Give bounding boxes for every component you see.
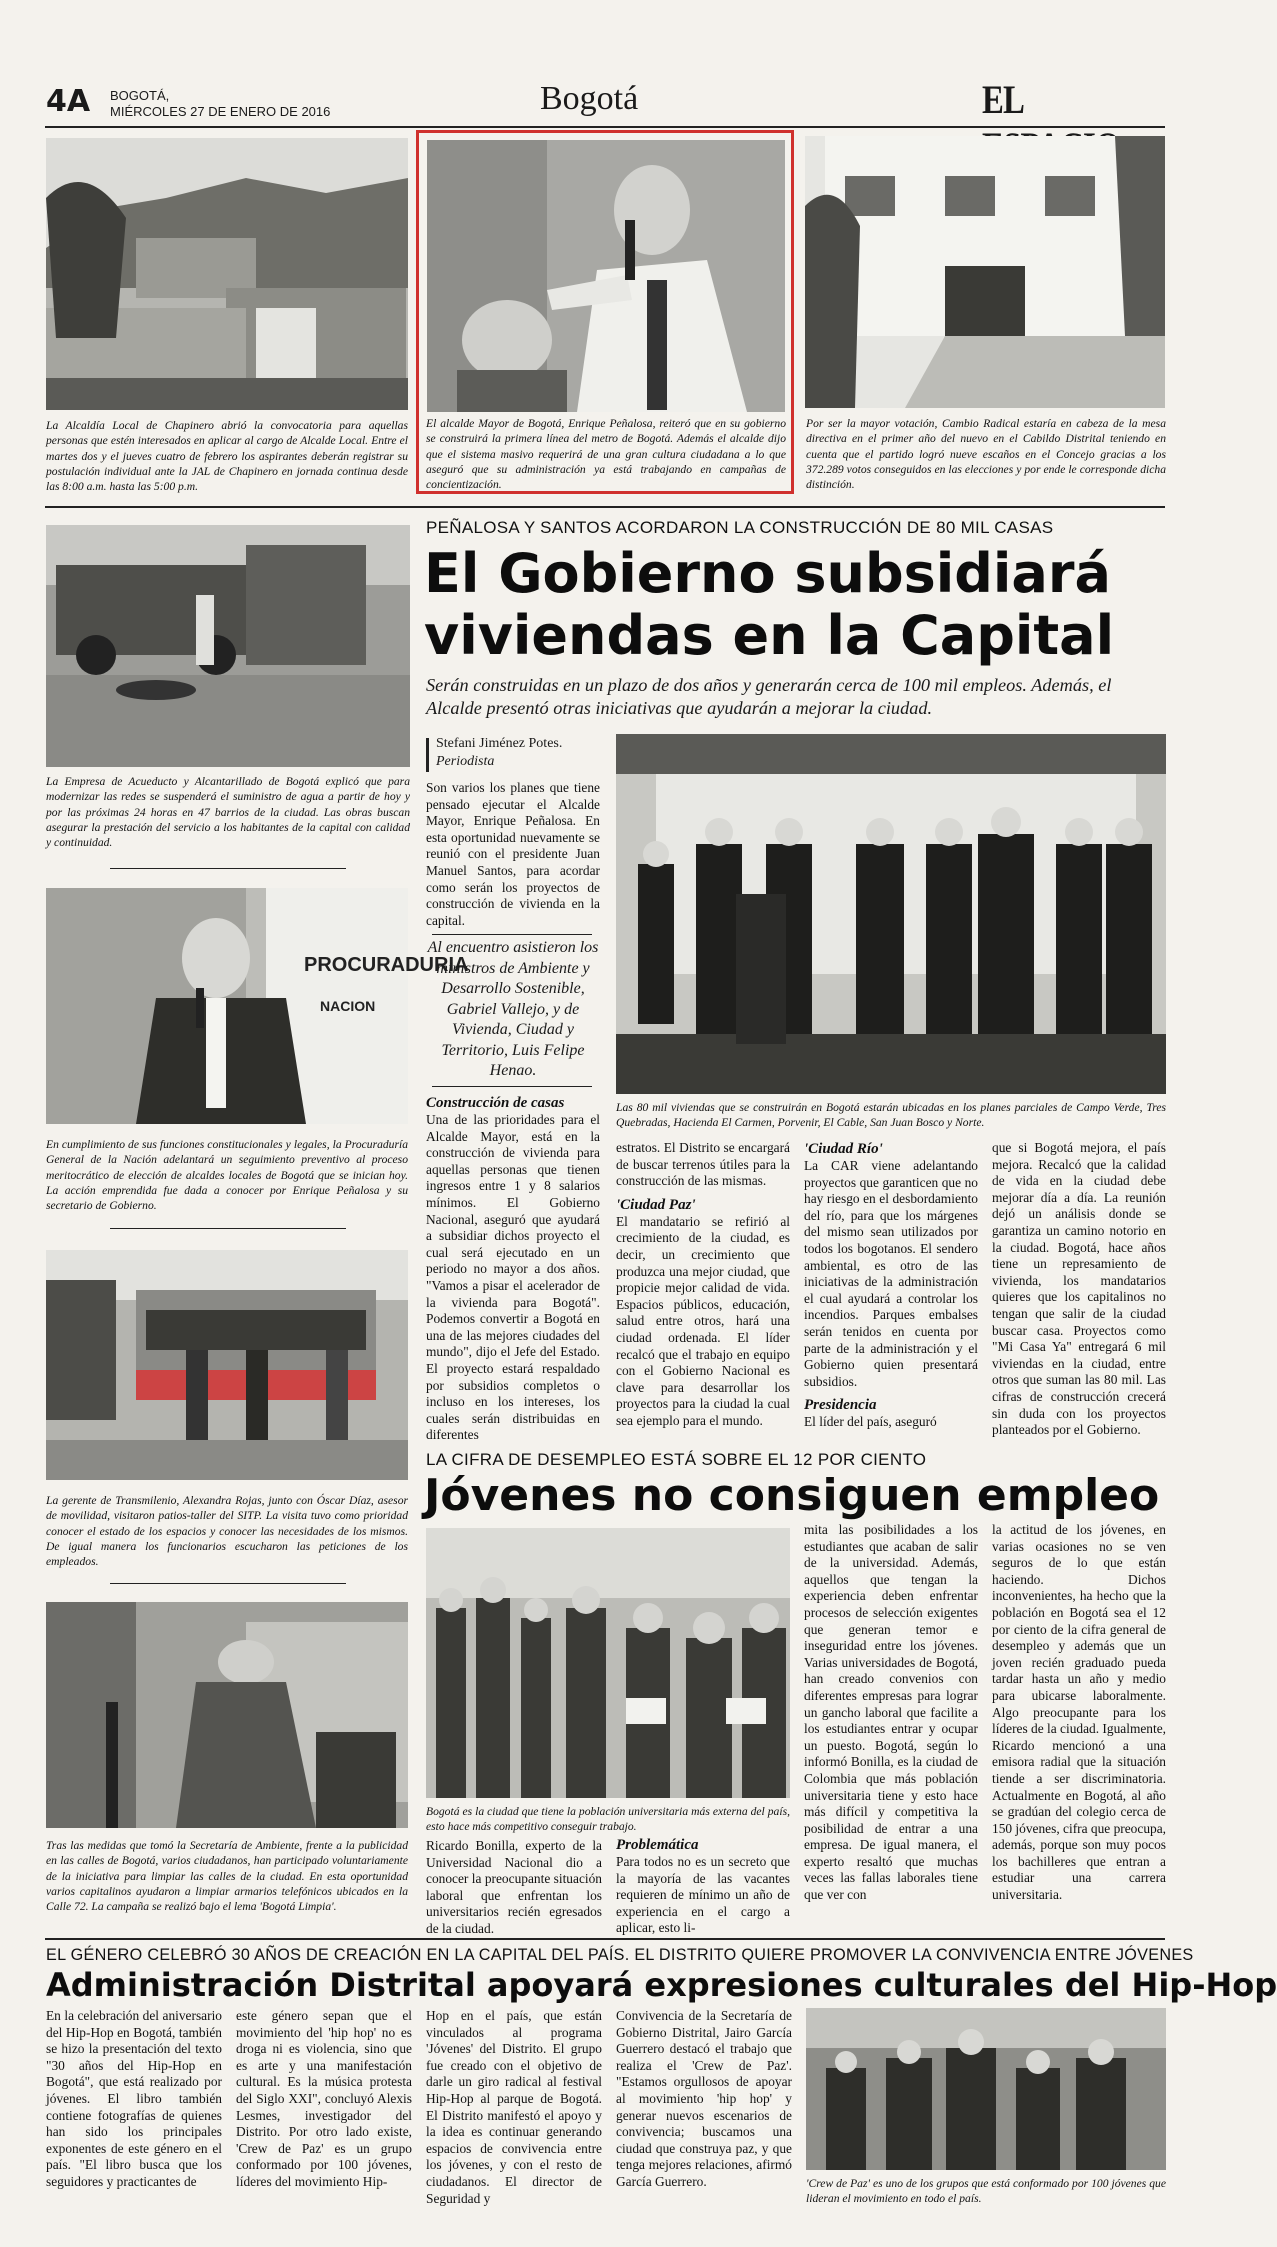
procuraduria-sign-2: NACION	[320, 998, 376, 1014]
jobs-column-4	[992, 1522, 1166, 1928]
photo-acueducto	[46, 525, 410, 767]
jobs-column-2	[616, 1836, 790, 1936]
page-number: 4A	[46, 84, 91, 119]
lead-headline-1: El Gobierno subsidiará	[424, 542, 1111, 605]
photo-chapinero	[46, 138, 408, 410]
jobs-column-4-text: la actitud de los jóvenes, en varias ocasiones no se ven seguros de lo que están haciendo. Dichos inconvenientes, ha hecho que la población en Bogotá sea el 12 por ciento de la cifra general de desempleo y además que un joven recién graduado pueda tardar hasta un año y medio para ubicarse laboralmente. Algo preocupante para los líderes de la ciudad. Igualmente, Ricardo mencionó a una emisora radial que la situación tiende a ser discriminatoria. Actualmente en Bogotá, al año se gradúan del colegio cerca de 150 jóvenes, cifra que preocupa, además, porque son muy pocos los bachilleres que entran a estudiar una carrera universitaria.	[992, 1522, 1167, 1903]
lead-intro-text: Son varios los planes que tiene pensado ejecutar el Alcalde Mayor, Enrique Peñalosa. En esta oportunidad nuevamente se reunió con el presidente Juan Manuel Santos, para acordar como serán los proyectos de construcción de vivienda en la capital.	[426, 780, 600, 928]
left-rule-3	[110, 1583, 346, 1584]
photo-crew-de-paz	[806, 2008, 1166, 2170]
caption-santos-penalosa: Las 80 mil viviendas que se construirán en Bogotá estarán ubicadas en los planes parciales de Campo Verde, Tres Quebradas, Hacienda El Carmen, Porvenir, El Cable, San Juan Bosco y Norte.	[616, 1101, 1166, 1130]
hiphop-column-1-text: En la celebración del aniversario del Hip-Hop en Bogotá, también se hizo la presentación del texto "30 años del Hip-Hop en Bogotá", que está realizado por jóvenes. El libro también contiene fotografías de quienes han sido los principales exponentes de este género en el país. "El libro busca que los seguidores y practicantes de	[46, 2008, 222, 2189]
lead-subhead-ciudad-rio: 'Ciudad Río'	[804, 1141, 883, 1157]
caption-acueducto: La Empresa de Acueducto y Alcantarillado de Bogotá explicó que para modernizar las redes se suspenderá el suministro de agua a partir de hoy y por las próximas 24 horas en 47 barrios de la ciudad. Las obras buscan asegurar la prestación del servicio a los habitantes de la capital con calidad y continuidad.	[46, 775, 410, 850]
left-rule-1	[110, 868, 346, 869]
top-row-rule	[45, 506, 1165, 508]
photo-concejo	[805, 136, 1165, 408]
jobs-subhead-problematica: Problemática	[616, 1837, 699, 1853]
jobs-column-1	[426, 1838, 602, 1936]
lead-deck: Serán construidas en un plazo de dos años y generarán cerca de 100 mil empleos. Además, el Alcalde presentó otras iniciativas que ayudarán a mejorar la ciudad.	[426, 675, 1112, 718]
photo-procuraduria	[46, 888, 469, 1124]
caption-jovenes: Bogotá es la ciudad que tiene la población universitaria más externa del país, esto hace más competitivo conseguir trabajo.	[426, 1805, 790, 1834]
lead-column-4-text: que si Bogotá mejora, el país mejora. Recalcó que la calidad de vida en la ciudad debe mejorar día a día. La reunión dejó un análisis donde se garantiza un camino notorio en la ciudad. Bogotá, hace años tiene un represamiento de vivienda, los mandatarios quieres que los capitalinos no tengan que salir de la ciudad buscar casa. Proyectos como "Mi Casa Ya" entregará 6 mil viviendas en la ciudad, entre otros que suman las 80 mil. Las cifras de construcción crecerá sin duda con los proyectos planteados por el Gobierno.	[992, 1140, 1166, 1438]
caption-ambiente: Tras las medidas que tomó la Secretaría de Ambiente, frente a la publicidad en las calles de Bogotá, varios ciudadanos, han participado voluntariamente de la iniciativa para limpiar las calles de la ciudad. En esta oportunidad varios capitalinos ayudaron a limpiar armarios telefónicos ubicados en la Calle 72. La campaña se realizó bajo el lema 'Bogotá Limpia'.	[46, 1839, 408, 1914]
lead-column-3b-text: El líder del país, aseguró	[804, 1414, 937, 1430]
dateline-city: BOGOTÁ,	[110, 88, 170, 103]
lead-author: Stefani Jiménez Potes.	[436, 736, 563, 751]
jobs-column-3-text: mita las posibilidades a los estudiantes que acaban de salir de la universidad. Además, aquellos que tengan la experiencia deben enfrentar procesos de selección exigentes que generan temor e inseguridad entre los jóvenes. Varias universidades de Bogotá, han creado convenios con diferentes empresas para lograr un gancho laboral que facilite a los estudiantes entrar y ocupar un puesto. Bogotá, según lo informó Bonilla, es la ciudad de Colombia que más población universitaria tiene y esto hace más difícil y competitiva la posibilidad de entrar a una empresa. De igual manera, el experto resaltó que muchas veces las fallas laborales tiene que ver con	[804, 1522, 978, 1903]
lead-column-2b-text: El mandatario se refirió al crecimiento de la ciudad, es decir, un crecimiento que produzca una mejor ciudad, que propicie mejor calidad de vida. Espacios públicos, educación, salud entre otros, hará una ciudad ordenada. El líder recalcó que el trabajo en equipo con el Gobierno Nacional es clave para desarrollar los proyectos para la ciudad la cual sea ejemplo para el mundo.	[616, 1213, 790, 1428]
hiphop-column-2	[236, 2008, 412, 2236]
caption-transmilenio: La gerente de Transmilenio, Alexandra Rojas, junto con Óscar Díaz, asesor de movilidad, visitaron patios-taller del SITP. La visita tuvo como prioridad conocer el estado de los espacios y conocer las necesidades de los mismos. De igual manera los funcionarios escucharon las peticiones de los empleados.	[46, 1494, 408, 1569]
hiphop-kicker: EL GÉNERO CELEBRÓ 30 AÑOS DE CREACIÓN EN LA CAPITAL DEL PAÍS. EL DISTRITO QUIERE PROMOVER LA CONVIVENCIA ENTRE JÓVENES	[46, 1946, 1194, 1964]
lead-author-role: Periodista	[436, 754, 495, 769]
jobs-column-1-text: Ricardo Bonilla, experto de la Universidad Nacional dio a conocer la preocupante situación laboral que enfrentan los universitarios recién egresados de la ciudad.	[426, 1838, 602, 1936]
header-rule	[45, 126, 1165, 128]
lead-column-2	[616, 1140, 790, 1440]
caption-chapinero: La Alcaldía Local de Chapinero abrió la convocatoria para aquellas personas que estén interesados en aplicar al cargo de Alcalde Local. Entre el martes dos y el jueves cuatro de febrero los aspirantes deberán registrar su postulación individual ante la JAL de Chapinero en jornada continua desde las 8:00 a.m. hasta las 5:00 p.m.	[46, 419, 408, 494]
photo-jovenes	[426, 1528, 790, 1798]
hiphop-column-3	[426, 2008, 602, 2236]
hiphop-column-3-text: Hop en el país, que están vinculados al programa 'Jóvenes' del Distrito. El grupo fue creado con el objetivo de darle un giro radical al festival Hip-Hop al parque de Bogotá. El Distrito manifestó el apoyo y la idea es continuar generando espacios de convivencia entre los jóvenes, y con el resto de ciudadanos. El director de Seguridad y	[426, 2008, 602, 2206]
lead-intro	[426, 780, 600, 930]
caption-crew-de-paz: 'Crew de Paz' es uno de los grupos que está conformado por 100 jóvenes que lideran el movimiento en todo el país.	[806, 2177, 1166, 2206]
pullquote-rule-top	[432, 934, 592, 935]
lead-column-1	[426, 1094, 600, 1443]
caption-procuraduria: En cumplimiento de sus funciones constitucionales y legales, la Procuraduría General de la Nación adelantará un seguimiento preventivo al proceso meritocrático de elección de alcaldes locales de Bogotá que se inician hoy. La acción emprendida fue dada a conocer por Enrique Peñalosa y su secretario de Gobierno.	[46, 1138, 408, 1213]
photo-transmilenio	[46, 1250, 408, 1480]
left-rule-2	[110, 1228, 346, 1229]
procuraduria-sign-1: PROCURADURIA	[304, 954, 469, 976]
hiphop-rule	[45, 1938, 1165, 1940]
lead-subhead-construccion: Construcción de casas	[426, 1095, 565, 1111]
lead-headline-2: viviendas en la Capital	[424, 604, 1115, 667]
lead-kicker: PEÑALOSA Y SANTOS ACORDARON LA CONSTRUCCIÓN DE 80 MIL CASAS	[426, 518, 1054, 537]
jobs-headline: Jóvenes no consiguen empleo	[424, 1470, 1160, 1521]
lead-column-2a-text: estratos. El Distrito se encargará de buscar terrenos útiles para la construcción de las mismas.	[616, 1140, 790, 1189]
photo-santos-penalosa	[616, 734, 1166, 1094]
hiphop-column-4-text: Convivencia de la Secretaría de Gobierno Distrital, Jairo García Guerrero destacó el trabajo que realiza el 'Crew de Paz'. "Estamos orgullosos de apoyar al movimiento 'hip hop' y generar nuevos escenarios de convivencia; buscamos una ciudad que construya paz, y que tenga mejores relaciones, afirmó García Guerrero.	[616, 2008, 792, 2189]
lead-column-3a-text: La CAR viene adelantando proyectos que garanticen que no hay riesgo en el desbordamiento del río, para que los márgenes del mismo sean utilizados por todos los bogotanos. El sendero ambiental, es otro de las iniciativas de la administración el cual ayudará a controlar los incendios. Parques embalses serán tenidos en cuenta por parte de la administración y el Gobierno quien presentará subsidios.	[804, 1158, 978, 1389]
dateline-date: MIÉRCOLES 27 DE ENERO DE 2016	[110, 104, 331, 119]
lead-column-1-text: Una de las prioridades para el Alcalde Mayor, está en la construcción de vivienda para aquellas personas que tienen ingresos entre 1 y 8 salarios mínimos. El Gobierno Nacional, aseguró que ayudará a subsidiar dichos proyecto el cual será ejecutado en un periodo no mayor a dos años. "Vamos a pisar el acelerador de la vivienda para Bogotá". Podemos convertir a Bogotá en una de las mejores ciudades del mundo", dijo el Jefe del Estado. El proyecto estará respaldado por subsidios completos o incluso en los intereses, los cuales serán distribuidas en diferentes	[426, 1112, 600, 1443]
hiphop-column-2-text: este género sepan que el movimiento del 'hip hop' no es droga ni es violencia, sino que es arte y una manifestación cultural. Es la música protesta del Siglo XXI", concluyó Alexis Lesmes, investigador del Distrito. Por otro lado existe, 'Crew de Paz' es un grupo conformado por 100 jóvenes, líderes del movimiento Hip-	[236, 2008, 412, 2189]
masthead: EL	[982, 77, 1023, 122]
section-title: Bogotá	[540, 80, 639, 117]
lead-subhead-ciudad-paz: 'Ciudad Paz'	[616, 1196, 696, 1213]
photo-ambiente	[46, 1602, 408, 1828]
hiphop-headline: Administración Distrital apoyará expresiones culturales del Hip-Hop	[46, 1966, 1277, 2004]
lead-pullquote: Al encuentro asistieron los ministros de Ambiente y Desarrollo Sostenible, Gabriel Vallejo, y de Vivienda, Ciudad y Territorio, Luis Felipe Henao.	[427, 939, 599, 1079]
lead-subhead-presidencia: Presidencia	[804, 1397, 877, 1414]
caption-penalosa: El alcalde Mayor de Bogotá, Enrique Peñalosa, reiteró que en su gobierno se construirá la primera línea del metro de Bogotá. Además el alcalde dijo que el sistema masivo requerirá de una gran cultura ciudadana a lo que aseguró que su administración ya está trabajando en campañas de concientización.	[426, 417, 786, 492]
author-bar	[426, 738, 429, 772]
lead-column-4	[992, 1140, 1166, 1440]
jobs-column-2-text: Para todos no es un secreto que la mayoría de las vacantes requieren de mínimo un año de experiencia en el cargo a aplicar, esto li-	[616, 1854, 790, 1936]
pullquote-rule-bottom	[432, 1086, 592, 1087]
hiphop-column-1	[46, 2008, 222, 2236]
jobs-column-3	[804, 1522, 978, 1928]
hiphop-column-4	[616, 2008, 792, 2236]
caption-concejo: Por ser la mayor votación, Cambio Radical estaría en cabeza de la mesa directiva en el primer año del nuevo en el Cabildo Distrital teniendo en cuenta que el partido logró nueve escaños en el Concejo gracias a los 372.289 votos conseguidos en las elecciones y por ende le corresponde dicha distinción.	[806, 417, 1166, 492]
lead-column-3	[804, 1140, 978, 1440]
jobs-kicker: LA CIFRA DE DESEMPLEO ESTÁ SOBRE EL 12 POR CIENTO	[426, 1450, 927, 1469]
